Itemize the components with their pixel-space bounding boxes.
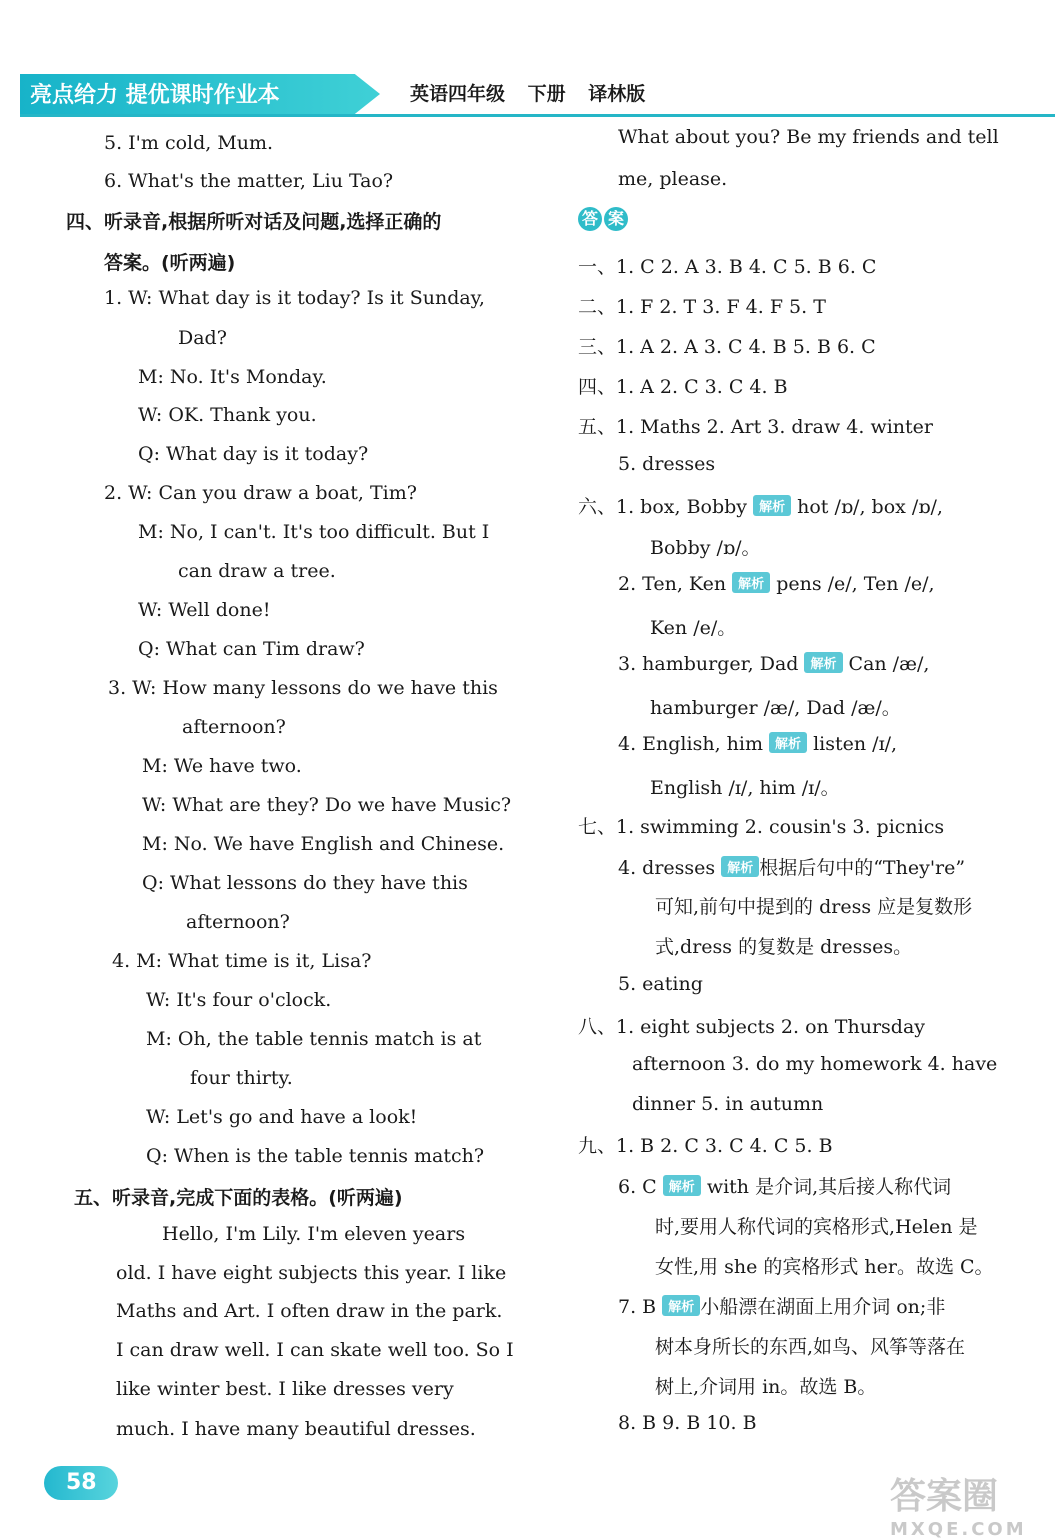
left-line bbox=[182, 716, 286, 738]
right-text: 六、1. box, Bobby bbox=[578, 496, 748, 518]
left-text: 答案。(听两遍) bbox=[104, 252, 236, 274]
left-line bbox=[146, 1145, 484, 1167]
watermark-url: MXQE.COM bbox=[890, 1519, 1027, 1540]
right-line bbox=[650, 613, 736, 640]
analysis-text: hot /ɒ/, box /ɒ/, bbox=[791, 496, 943, 518]
right-line bbox=[618, 1292, 945, 1319]
right-text: 树本身所长的东西,如鸟、风筝等落在 bbox=[655, 1336, 966, 1358]
left-text: Q: What can Tim draw? bbox=[138, 638, 365, 660]
left-text: 四、听录音,根据所听对话及问题,选择正确的 bbox=[66, 211, 442, 233]
left-line bbox=[74, 1183, 403, 1210]
right-line bbox=[618, 572, 935, 595]
left-text: W: What are they? Do we have Music? bbox=[142, 794, 512, 816]
right-text: 4. English, him bbox=[618, 733, 763, 755]
right-text: 6. C bbox=[618, 1176, 657, 1198]
right-text: hamburger /æ/, Dad /æ/。 bbox=[650, 697, 901, 719]
left-text: W: OK. Thank you. bbox=[138, 404, 317, 426]
left-line bbox=[138, 443, 368, 465]
watermark bbox=[890, 1468, 1027, 1540]
analysis-text: with 是介词,其后接人称代词 bbox=[700, 1176, 952, 1198]
left-text: 4. M: What time is it, Lisa? bbox=[112, 950, 372, 972]
header-rule bbox=[20, 114, 1055, 117]
left-text: Q: What day is it today? bbox=[138, 443, 369, 465]
answer-badge-char: 案 bbox=[604, 207, 628, 231]
left-line bbox=[116, 1418, 476, 1440]
right-text: 可知,前句中提到的 dress 应是复数形 bbox=[655, 896, 973, 918]
watermark-logo-text: 答案圈 bbox=[890, 1476, 999, 1517]
right-line bbox=[618, 652, 929, 675]
analysis-text: 小船漂在湖面上用介词 on;非 bbox=[700, 1296, 946, 1318]
left-line bbox=[146, 1028, 481, 1050]
left-text: much. I have many beautiful dresses. bbox=[116, 1418, 476, 1440]
right-line bbox=[632, 1053, 997, 1075]
left-line bbox=[138, 404, 317, 426]
left-text: 6. What's the matter, Liu Tao? bbox=[104, 170, 394, 192]
right-text: Ken /e/。 bbox=[650, 617, 737, 639]
right-line bbox=[618, 1172, 951, 1199]
right-line bbox=[578, 412, 933, 439]
right-line bbox=[655, 892, 972, 919]
right-text: 女性,用 she 的宾格形式 her。故选 C。 bbox=[655, 1256, 994, 1278]
left-line bbox=[116, 1262, 506, 1284]
left-line bbox=[138, 366, 327, 388]
right-line bbox=[650, 693, 901, 720]
left-line bbox=[142, 833, 504, 855]
analysis-tag: 解析 bbox=[721, 856, 759, 877]
left-line bbox=[190, 1067, 293, 1089]
left-text: 5. I'm cold, Mum. bbox=[104, 132, 274, 154]
right-line bbox=[578, 1131, 833, 1158]
right-line bbox=[632, 1093, 823, 1115]
analysis-tag: 解析 bbox=[804, 652, 842, 673]
right-line bbox=[578, 812, 944, 839]
right-text: 树上,介词用 in。故选 B。 bbox=[655, 1376, 877, 1398]
right-line bbox=[578, 332, 876, 359]
book-subtitle: 英语四年级 下册 译林版 bbox=[410, 83, 646, 105]
right-text: 式,dress 的复数是 dresses。 bbox=[655, 936, 913, 958]
left-line bbox=[162, 1223, 465, 1245]
analysis-text: 根据后句中的“They're” bbox=[759, 857, 966, 879]
analysis-text: pens /e/, Ten /e/, bbox=[770, 573, 935, 595]
right-line bbox=[618, 1412, 757, 1434]
right-line bbox=[655, 1252, 994, 1279]
right-text: 4. dresses bbox=[618, 857, 716, 879]
analysis-tag: 解析 bbox=[662, 1295, 700, 1316]
analysis-tag: 解析 bbox=[663, 1175, 701, 1196]
left-line bbox=[146, 989, 331, 1011]
left-line bbox=[108, 677, 498, 699]
left-line bbox=[178, 560, 336, 582]
left-text: 3. W: How many lessons do we have this bbox=[108, 677, 498, 699]
left-line bbox=[142, 755, 302, 777]
book-title: 亮点给力 提优课时作业本 bbox=[30, 83, 280, 108]
analysis-text: Can /æ/, bbox=[842, 653, 930, 675]
left-text: Hello, I'm Lily. I'm eleven years bbox=[162, 1223, 466, 1245]
right-text: 5. eating bbox=[618, 973, 703, 995]
right-text: dinner 5. in autumn bbox=[632, 1093, 824, 1115]
left-line bbox=[178, 327, 227, 349]
right-text: 一、1. C 2. A 3. B 4. C 5. B 6. C bbox=[578, 256, 877, 278]
right-text: 三、1. A 2. A 3. C 4. B 5. B 6. C bbox=[578, 336, 876, 358]
analysis-text: listen /ɪ/, bbox=[807, 733, 898, 755]
right-line bbox=[578, 492, 943, 519]
left-text: W: Let's go and have a look! bbox=[146, 1106, 418, 1128]
right-text: 5. dresses bbox=[618, 453, 716, 475]
left-line bbox=[112, 950, 371, 972]
left-text: M: No, I can't. It's too difficult. But I bbox=[138, 521, 490, 543]
left-line bbox=[142, 872, 468, 894]
right-line bbox=[655, 1372, 876, 1399]
page-number: 58 bbox=[44, 1466, 118, 1500]
left-text: Maths and Art. I often draw in the park. bbox=[116, 1300, 503, 1322]
right-text: 九、1. B 2. C 3. C 4. C 5. B bbox=[578, 1135, 833, 1157]
right-text: 8. B 9. B 10. B bbox=[618, 1412, 757, 1434]
left-line bbox=[104, 482, 417, 504]
left-line bbox=[138, 599, 270, 621]
left-line bbox=[104, 287, 485, 309]
right-text: Bobby /ɒ/。 bbox=[650, 537, 761, 559]
left-text: M: We have two. bbox=[142, 755, 302, 777]
left-text: W: Well done! bbox=[138, 599, 271, 621]
left-line bbox=[138, 638, 365, 660]
left-line bbox=[116, 1339, 514, 1361]
right-text: 2. Ten, Ken bbox=[618, 573, 727, 595]
left-text: 五、听录音,完成下面的表格。(听两遍) bbox=[74, 1187, 403, 1209]
left-text: old. I have eight subjects this year. I like bbox=[116, 1262, 507, 1284]
right-line bbox=[578, 292, 826, 319]
left-text: 1. W: What day is it today? Is it Sunday, bbox=[104, 287, 485, 309]
right-line bbox=[650, 533, 760, 560]
analysis-tag: 解析 bbox=[769, 732, 807, 753]
left-text: M: No. We have English and Chinese. bbox=[142, 833, 505, 855]
right-text: 五、1. Maths 2. Art 3. draw 4. winter bbox=[578, 416, 934, 438]
left-line bbox=[142, 794, 511, 816]
left-text: afternoon? bbox=[186, 911, 290, 933]
right-line bbox=[655, 1212, 978, 1239]
left-text: W: It's four o'clock. bbox=[146, 989, 332, 1011]
left-text: four thirty. bbox=[190, 1067, 293, 1089]
right-line bbox=[650, 773, 840, 800]
analysis-tag: 解析 bbox=[753, 495, 791, 516]
right-line bbox=[618, 853, 965, 880]
right-line bbox=[618, 126, 999, 148]
left-text: 2. W: Can you draw a boat, Tim? bbox=[104, 482, 417, 504]
left-text: M: No. It's Monday. bbox=[138, 366, 327, 388]
left-text: Q: What lessons do they have this bbox=[142, 872, 468, 894]
left-line bbox=[116, 1378, 454, 1400]
left-line bbox=[146, 1106, 417, 1128]
left-text: can draw a tree. bbox=[178, 560, 336, 582]
answer-badge bbox=[578, 207, 628, 231]
left-line bbox=[186, 911, 290, 933]
left-text: I can draw well. I can skate well too. So I bbox=[116, 1339, 514, 1361]
right-line bbox=[655, 1332, 965, 1359]
left-line bbox=[104, 248, 235, 275]
right-text: afternoon 3. do my homework 4. have bbox=[632, 1053, 998, 1075]
answer-badge-char: 答 bbox=[578, 207, 602, 231]
right-text: What about you? Be my friends and tell bbox=[618, 126, 999, 148]
right-text: 七、1. swimming 2. cousin's 3. picnics bbox=[578, 816, 945, 838]
right-text: me, please. bbox=[618, 168, 728, 190]
left-text: Q: When is the table tennis match? bbox=[146, 1145, 485, 1167]
left-text: afternoon? bbox=[182, 716, 286, 738]
analysis-tag: 解析 bbox=[732, 572, 770, 593]
right-line bbox=[578, 1012, 925, 1039]
right-line bbox=[578, 252, 876, 279]
left-line bbox=[104, 132, 273, 154]
right-text: 时,要用人称代词的宾格形式,Helen 是 bbox=[655, 1216, 978, 1238]
right-line bbox=[618, 732, 897, 755]
right-text: 四、1. A 2. C 3. C 4. B bbox=[578, 376, 788, 398]
right-line bbox=[618, 973, 703, 995]
left-text: M: Oh, the table tennis match is at bbox=[146, 1028, 482, 1050]
right-text: 八、1. eight subjects 2. on Thursday bbox=[578, 1016, 926, 1038]
left-line bbox=[116, 1300, 502, 1322]
right-text: English /ɪ/, him /ɪ/。 bbox=[650, 777, 840, 799]
right-line bbox=[618, 453, 715, 475]
left-line bbox=[138, 521, 489, 543]
left-text: like winter best. I like dresses very bbox=[116, 1378, 454, 1400]
left-line bbox=[66, 207, 441, 234]
right-line bbox=[578, 372, 788, 399]
right-text: 二、1. F 2. T 3. F 4. F 5. T bbox=[578, 296, 826, 318]
right-text: 3. hamburger, Dad bbox=[618, 653, 799, 675]
left-line bbox=[104, 170, 393, 192]
right-line bbox=[655, 932, 912, 959]
right-line bbox=[618, 168, 727, 190]
left-text: Dad? bbox=[178, 327, 227, 349]
right-text: 7. B bbox=[618, 1296, 657, 1318]
